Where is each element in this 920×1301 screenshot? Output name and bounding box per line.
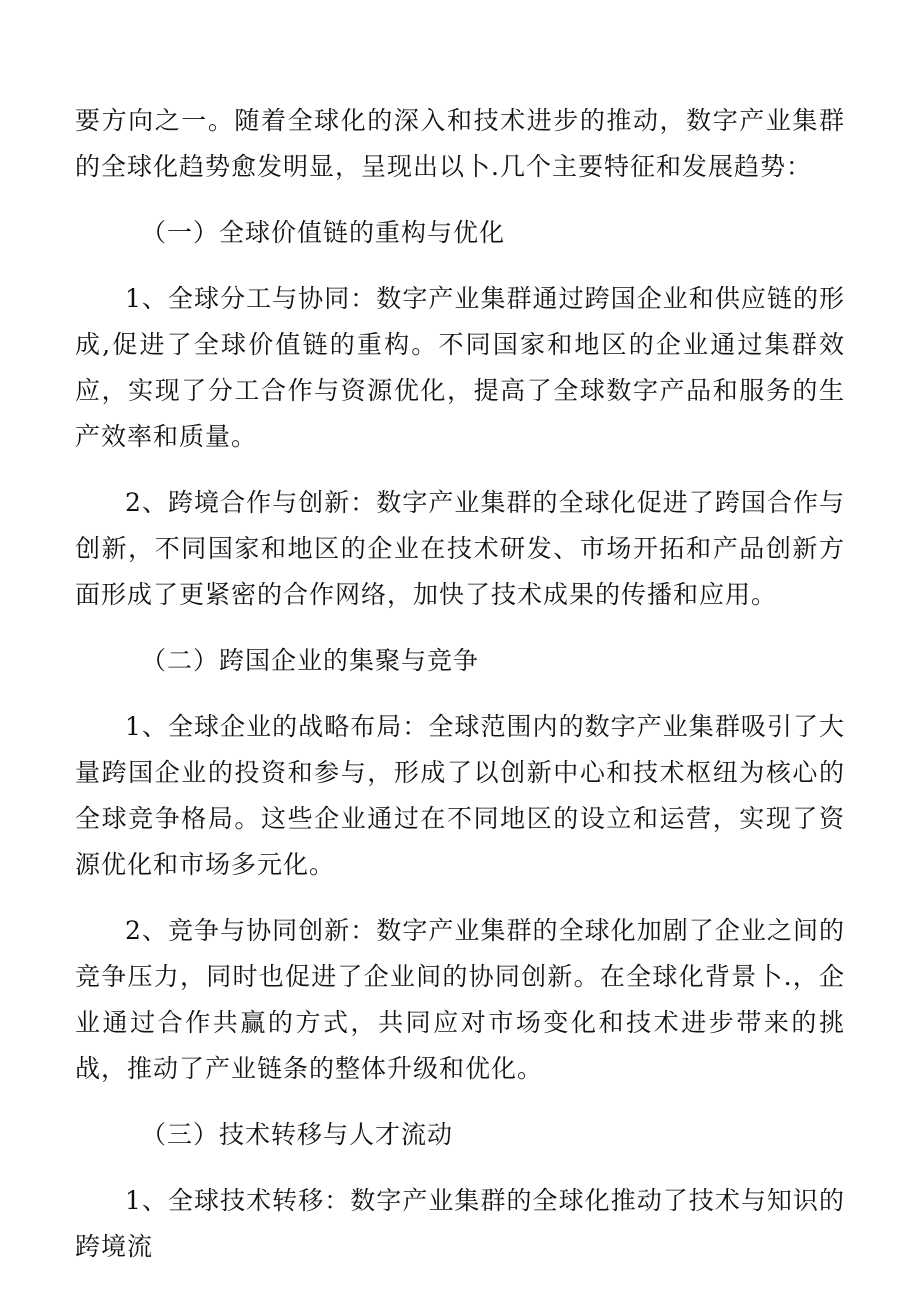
paragraph-1-1: 1、全球分工与协同：数字产业集群通过跨国企业和供应链的形成,促进了全球价值链的重构。不同国家和地区的企业通过集群效应，实现了分工合作与资源优化，提高了全球数字产品和服务的生产效率和质量。 bbox=[75, 284, 845, 451]
section-heading-2: （二）跨国企业的集聚与竞争 bbox=[141, 646, 480, 675]
paragraph-2-2: 2、竞争与协同创新：数字产业集群的全球化加剧了企业之间的竞争压力，同时也促进了企业间的协同创新。在全球化背景卜.，企业通过合作共赢的方式，共同应对市场变化和技术进步带来的挑战，推动了产业链条的整体升级和优化。 bbox=[75, 916, 845, 1083]
section-heading-3: （三）技术转移与人才流动 bbox=[141, 1120, 454, 1149]
paragraph-3-1: 1、全球技术转移：数字产业集群的全球化推动了技术与知识的跨境流 bbox=[75, 1186, 845, 1261]
section-heading-1: （一）全球价值链的重构与优化 bbox=[141, 218, 506, 247]
paragraph-2-1: 1、全球企业的战略布局：全球范围内的数字产业集群吸引了大量跨国企业的投资和参与，形成了以创新中心和技术枢纽为核心的全球竞争格局。这些企业通过在不同地区的设立和运营，实现了资源优化和市场多元化。 bbox=[75, 712, 845, 879]
document-body bbox=[75, 98, 845, 1290]
paragraph-1-2: 2、跨境合作与创新：数字产业集群的全球化促进了跨国合作与创新，不同国家和地区的企业在技术研发、市场开拓和产品创新方面形成了更紧密的合作网络，加快了技术成果的传播和应用。 bbox=[75, 488, 845, 609]
paragraph-intro: 要方向之一。随着全球化的深入和技术进步的推动，数字产业集群的全球化趋势愈发明显，呈现出以卜.几个主要特征和发展趋势： bbox=[75, 106, 845, 181]
